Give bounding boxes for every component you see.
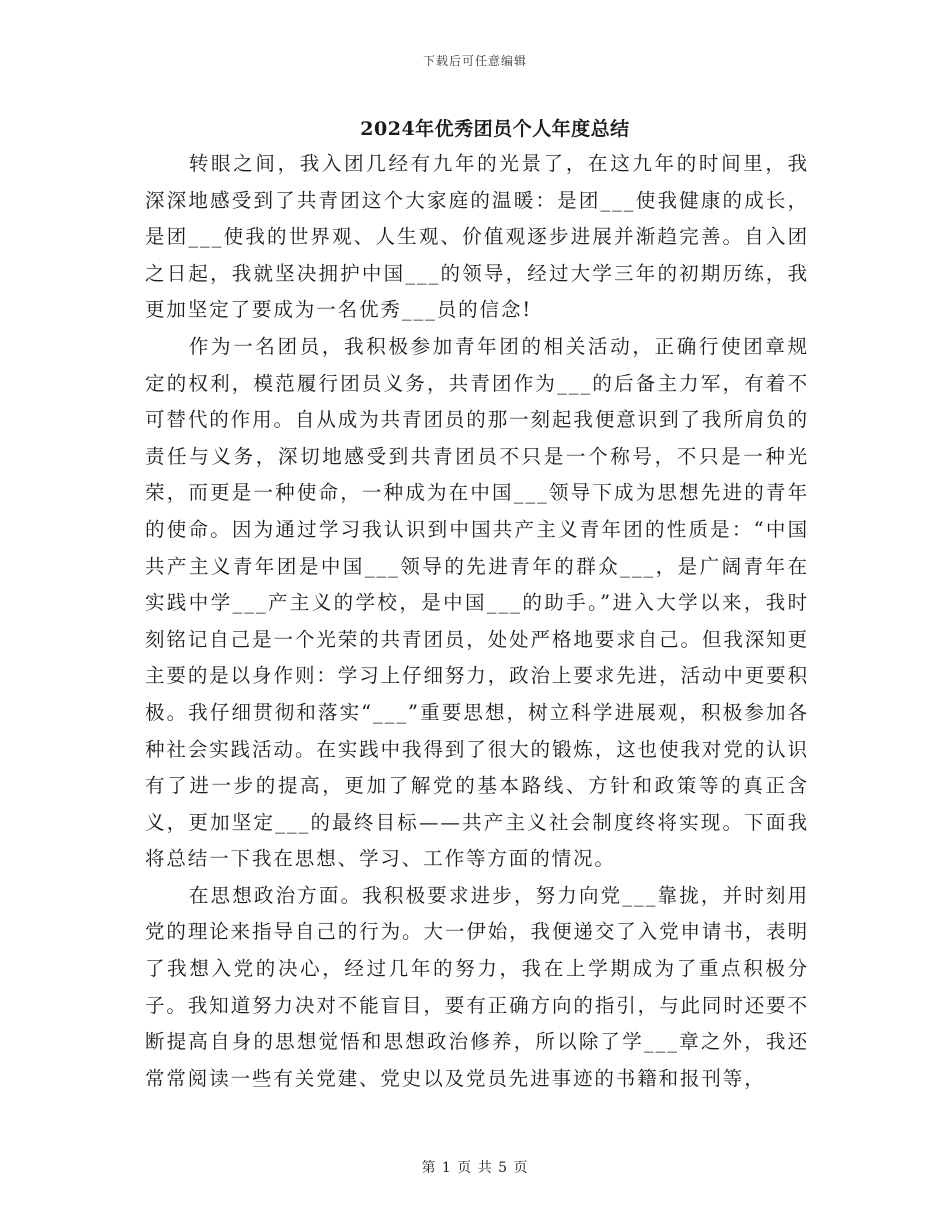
- document-body: [145, 146, 809, 1097]
- header-note: 下载后可任意编辑: [422, 54, 527, 68]
- page-number: 第 1 页 共 5 页: [421, 1160, 529, 1176]
- paragraph: 作为一名团员，我积极参加青年团的相关活动，正确行使团章规定的权利，模范履行团员义务，共青团作为___的后备主力军，有着不可替代的作用。自从成为共青团员的那一刻起我便意识到了我所肩负的责任与义务，深切地感受到共青团员不只是一个称号，不只是一种光荣，而更是一种使命，一种成为在中国___领导下成为思想先进的青年的使命。因为通过学习我认识到中国共产主义青年团的性质是：“中国共产主义青年团是中国___领导的先进青年的群众___，是广阔青年在实践中学___产主义的学校，是中国___的助手。”进入大学以来，我时刻铭记自己是一个光荣的共青团员，处处严格地要求自己。但我深知更主要的是以身作则：学习上仔细努力，政治上要求先进，活动中更要积极。我仔细贯彻和落实“___”重要思想，树立科学进展观，积极参加各种社会实践活动。在实践中我得到了很大的锻炼，这也使我对党的认识有了进一步的提高，更加了解党的基本路线、方针和政策等的真正含义，更加坚定___的最终目标——共产主义社会制度终将实现。下面我将总结一下我在思想、学习、工作等方面的情况。: [145, 334, 809, 871]
- paragraph: 在思想政治方面。我积极要求进步，努力向党___靠拢，并时刻用党的理论来指导自己的行为。大一伊始，我便递交了入党申请书，表明了我想入党的决心，经过几年的努力，我在上学期成为了重点积极分子。我知道努力决对不能盲目，要有正确方向的指引，与此同时还要不断提高自身的思想觉悟和思想政治修养，所以除了学___章之外，我还常常阅读一些有关党建、党史以及党员先进事迹的书籍和报刊等，: [145, 883, 809, 1090]
- paragraph: 转眼之间，我入团几经有九年的光景了，在这九年的时间里，我深深地感受到了共青团这个大家庭的温暖：是团___使我健康的成长，是团___使我的世界观、人生观、价值观逐步进展并渐趋完善。自入团之日起，我就坚决拥护中国___的领导，经过大学三年的初期历练，我更加坚定了要成为一名优秀___员的信念!: [145, 152, 809, 322]
- document-title: 2024年优秀团员个人年度总结: [360, 118, 630, 140]
